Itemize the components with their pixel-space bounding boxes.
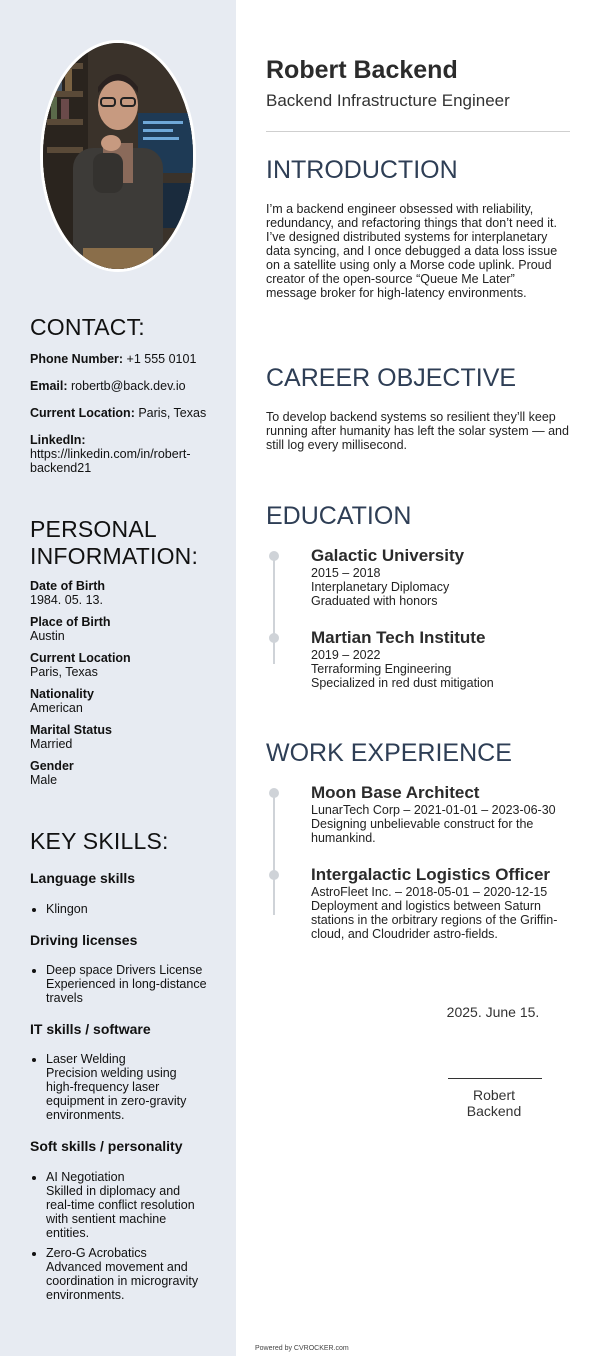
- education-years: 2015 – 2018: [311, 566, 381, 580]
- skill-group-heading: Soft skills / personality: [30, 1138, 183, 1154]
- education-field: Terraforming Engineering: [311, 662, 452, 676]
- skill-name: • AI Negotiation: [46, 1170, 125, 1184]
- profile-photo-image: [43, 43, 193, 269]
- timeline-dot: [269, 551, 279, 561]
- personal-value: Austin: [30, 629, 65, 643]
- skill-item: [46, 963, 210, 1005]
- email-label: Email:: [30, 379, 68, 393]
- education-years: 2019 – 2022: [311, 648, 381, 662]
- work-section: [266, 739, 570, 767]
- contact-linkedin: [30, 433, 210, 475]
- personal-section: [30, 516, 214, 570]
- work-heading: WORK EXPERIENCE: [266, 739, 512, 767]
- contact-heading: CONTACT:: [30, 314, 145, 340]
- contact-section: [30, 314, 214, 341]
- skill-desc: Skilled in diplomacy and real-time conflict resolution with sentient machine entities.: [46, 1184, 195, 1240]
- profile-photo: [40, 40, 196, 272]
- contact-location: [30, 406, 214, 420]
- personal-heading-line1: PERSONAL: [30, 516, 157, 542]
- education-field: Interplanetary Diplomacy: [311, 580, 450, 594]
- personal-item: [30, 687, 214, 715]
- introduction-heading: INTRODUCTION: [266, 156, 458, 184]
- personal-value: Married: [30, 737, 73, 751]
- linkedin-label: LinkedIn:: [30, 433, 86, 447]
- skill-desc: Advanced movement and coordination in microgravity environments.: [46, 1260, 199, 1302]
- skill-group-heading: Language skills: [30, 870, 136, 886]
- signature-date: 2025. June 15.: [446, 1004, 540, 1020]
- education-section: [266, 502, 570, 530]
- work-role: Moon Base Architect: [311, 783, 480, 802]
- skill-list: [30, 963, 210, 1005]
- timeline-dot: [269, 870, 279, 880]
- skill-item: [46, 1246, 208, 1302]
- signature-name: Robert Backend: [466, 1087, 522, 1119]
- personal-value: 1984. 05. 13.: [30, 593, 103, 607]
- skill-item: [46, 1052, 200, 1122]
- education-school: Martian Tech Institute: [311, 628, 486, 647]
- personal-item: [30, 651, 214, 679]
- work-desc: Deployment and logistics between Saturn stations in the orbitrary regions of the Griffin-cloud, and Cloudrider astro-fields.: [311, 899, 558, 941]
- job-title: Backend Infrastructure Engineer: [266, 91, 510, 110]
- skill-name: Klingon: [46, 902, 88, 916]
- timeline-dot: [269, 633, 279, 643]
- skill-desc: Precision welding using high-frequency laser equipment in zero-gravity environments.: [46, 1066, 187, 1122]
- person-name: Robert Backend: [266, 56, 458, 84]
- skill-group-it: [30, 1021, 200, 1128]
- skill-group-driving: [30, 932, 210, 1011]
- objective-section: [266, 364, 570, 452]
- work-desc: Designing unbelievable construct for the humankind.: [311, 817, 534, 845]
- skill-name: • Laser Welding: [46, 1052, 126, 1066]
- objective-heading: CAREER OBJECTIVE: [266, 364, 517, 392]
- personal-item: [30, 615, 214, 643]
- work-entry: [311, 783, 571, 845]
- work-role: Intergalactic Logistics Officer: [311, 865, 551, 884]
- timeline-line: [273, 556, 275, 664]
- personal-item: [30, 723, 214, 751]
- skill-group-heading: IT skills / software: [30, 1021, 151, 1037]
- personal-label: Place of Birth: [30, 615, 111, 629]
- personal-label: Marital Status: [30, 723, 112, 737]
- personal-label: Date of Birth: [30, 579, 105, 593]
- contact-phone: [30, 352, 214, 366]
- footer-credit[interactable]: Powered by CVROCKER.com: [255, 1345, 349, 1352]
- education-note: Graduated with honors: [311, 594, 438, 608]
- personal-label: Gender: [30, 759, 74, 773]
- personal-item: [30, 759, 214, 787]
- work-entry: [311, 865, 571, 941]
- introduction-section: [266, 156, 570, 300]
- signature-line: [448, 1078, 542, 1079]
- education-timeline: [266, 546, 570, 690]
- education-entry: [311, 628, 571, 690]
- skills-section: [30, 828, 214, 855]
- skill-desc: Experienced in long-distance travels: [46, 977, 207, 1005]
- location-label: Current Location:: [30, 406, 135, 420]
- introduction-text: I’m a backend engineer obsessed with reliability, redundancy, and refactoring things that don’t need it. I’ve designed distributed systems for interplanetary data syncing, and I once debugged a data loss issue on a satellite using only a Morse code uplink. Proud creator of the open-source “Queue Me Later” message broker for high-latency environments.: [266, 202, 558, 300]
- education-heading: EDUCATION: [266, 502, 412, 530]
- phone-value: +1 555 0101: [126, 352, 197, 366]
- personal-label: Current Location: [30, 651, 131, 665]
- personal-value: Male: [30, 773, 58, 787]
- education-note: Specialized in red dust mitigation: [311, 676, 494, 690]
- contact-email: [30, 379, 214, 393]
- education-school: Galactic University: [311, 546, 465, 565]
- location-value: Paris, Texas: [138, 406, 207, 420]
- skill-item: [46, 1170, 208, 1240]
- skill-name: • Deep space Drivers License: [46, 963, 203, 977]
- personal-value: Paris, Texas: [30, 665, 98, 679]
- skill-group-heading: Driving licenses: [30, 932, 138, 948]
- work-timeline: [266, 783, 570, 941]
- timeline-line: [273, 793, 275, 915]
- skill-name: • Zero-G Acrobatics: [46, 1246, 147, 1260]
- header-divider: [266, 131, 570, 132]
- sidebar: [0, 0, 236, 1356]
- personal-item: [30, 579, 214, 607]
- work-meta: AstroFleet Inc. – 2018-05-01 – 2020-12-15: [311, 885, 548, 899]
- personal-value: American: [30, 701, 83, 715]
- linkedin-value[interactable]: https://linkedin.com/in/robert-backend21: [30, 447, 191, 475]
- email-value[interactable]: robertb@back.dev.io: [71, 379, 186, 393]
- skill-list: [30, 902, 214, 916]
- skill-group-language: [30, 870, 214, 922]
- skill-item: [46, 902, 214, 916]
- skills-heading: KEY SKILLS:: [30, 828, 169, 854]
- objective-text: To develop backend systems so resilient they’ll keep running after humanity has left the solar system — and still log every millisecond.: [266, 410, 569, 452]
- personal-heading-line2: INFORMATION:: [30, 543, 199, 569]
- education-entry: [311, 546, 571, 608]
- timeline-dot: [269, 788, 279, 798]
- work-meta: LunarTech Corp – 2021-01-01 – 2023-06-30: [311, 803, 556, 817]
- skill-list: [30, 1170, 208, 1302]
- skill-list: [30, 1052, 200, 1122]
- phone-label: Phone Number:: [30, 352, 124, 366]
- personal-label: Nationality: [30, 687, 94, 701]
- header: [266, 56, 570, 111]
- skill-group-soft: [30, 1138, 208, 1308]
